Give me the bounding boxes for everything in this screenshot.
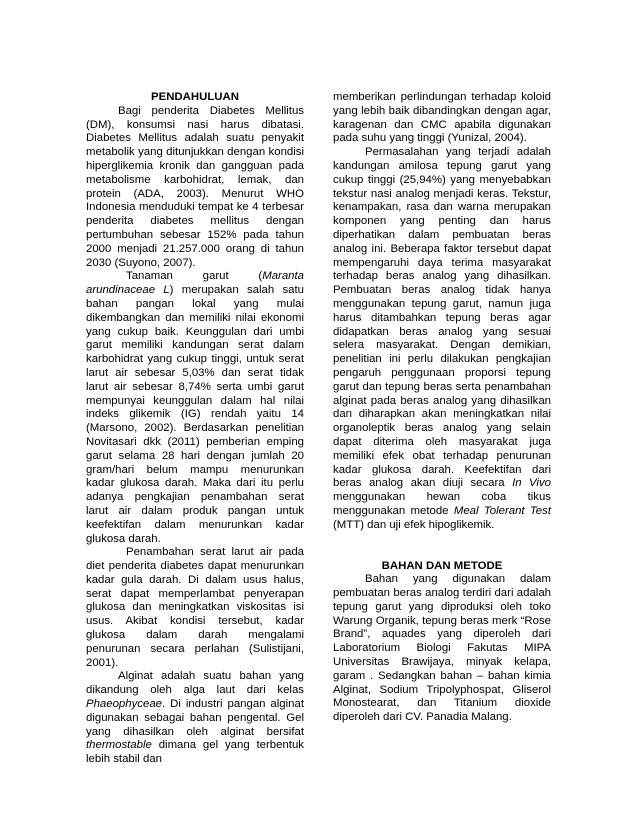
- body-paragraph: [86, 670, 304, 767]
- left-paragraphs: [86, 105, 304, 767]
- body-paragraph: [333, 573, 551, 725]
- body-paragraph: [86, 105, 304, 271]
- text-segment: Bahan yang digunakan dalam pembuatan beras analog terdiri dari adalah tepung garut yang diproduksi oleh toko Warung Organik, tepung beras merk “Rose Brand”, aquades yang diperoleh dari Laboratorium Biologi Fakutas MIPA Universitas Brawijaya, minyak kelapa, garam . Sedangkan bahan – bahan kimia Alginat, Sodium Tripolyphospat, Gliserol Monostearat, dan Titanium dioxide diperoleh dari CV. Panadia Malang.: [333, 573, 551, 724]
- text-segment: menggunakan hewan coba tikus menggunakan metode: [333, 491, 551, 517]
- text-segment: Permasalahan yang terjadi adalah kandungan amilosa tepung garut yang cukup tinggi (25,94%) yang menyebabkan tekstur nasi analog menjadi keras. Tekstur, kenampakan, rasa dan warna merupakan komponen yang penting dan harus diperhatikan dalam pembuatan beras analog ini. Beberapa faktor tersebut dapat mempengaruhi daya terima masyarakat terhadap beras analog yang dihasilkan. Pembuatan beras analog tidak hanya menggunakan tepung garut, namun juga harus ditambahkan tepung beras agar didapatkan beras analog yang sesuai selera masyarakat. Dengan demikian, penelitian ini perlu dilakukan pengkajian pengaruh penggunaan proporsi tepung garut dan tepung beras serta penambahan alginat pada beras analog yang dihasilkan dan diharapkan akan meningkatkan nilai organoleptik beras analog yang selain dapat diterima oleh masyarakat juga memiliki efek obat terhadap penurunan kadar glukosa darah. Keefektifan dari beras analog akan diuji secara: [333, 146, 551, 490]
- section-spacer: [333, 533, 551, 560]
- section-heading-bahan-dan-metode: BAHAN DAN METODE: [381, 559, 503, 572]
- text-segment: Bagi penderita Diabetes Mellitus (DM), konsumsi nasi harus dibatasi. Diabetes Mellitus adalah suatu penyakit metabolik yang ditunjukkan dengan kondisi hiperglikemia kronik dan gangguan pada metabolisme karbohidrat, lemak, dan protein (ADA, 2003). Menurut WHO Indonesia menduduki tempat ke 4 terbesar penderita diabetes mellitus dengan pertumbuhan sebesar 152% pada tahun 2000 menjadi 21.257.000 orang di tahun 2030 (Suyono, 2007).: [86, 104, 304, 269]
- italic-text-segment: Meal Tolerant Test: [453, 504, 551, 517]
- right-paragraphs-bottom: [333, 573, 551, 725]
- text-segment: (MTT) dan uji efek hipoglikemik.: [333, 518, 495, 531]
- text-segment: . Di industri pangan alginat digunakan sebagai bahan pengental. Gel yang dihasilkan oleh alginat bersifat: [86, 698, 304, 738]
- right-column: [333, 91, 551, 725]
- body-paragraph: [86, 546, 304, 670]
- italic-text-segment: Maranta arundinaceae L: [86, 270, 304, 297]
- body-paragraph: [86, 270, 304, 546]
- text-segment: ) merupakan salah satu bahan pangan lokal yang mulai dikembangkan dan memiliki nilai ekonomi yang cukup baik. Keunggulan dari umbi garut memiliki kandungan serat dalam karbohidrat yang cukup tinggi, untuk serat larut air sebesar 5,03% dan serat tidak larut air sebesar 8,74% serta umbi garut mempunyai keunggulan dalam hal nilai indeks glikemik (IG) rendah yaitu 14 (Marsono, 2002). Berdasarkan penelitian Novitasari dkk (2011) pemberian emping garut selama 28 hari dengan jumlah 20 gram/hari belum mampu menurunkan kadar glukosa darah. Maka dari itu perlu adanya pengkajian penambahan serat larut air dalam produk pangan untuk keefektifan dalam menurunkan kadar glukosa darah.: [86, 284, 304, 545]
- text-segment: Penambahan serat larut air pada diet penderita diabetes dapat menurunkan kadar gula darah. Di dalam usus halus, serat dapat memperlambat penyerapan glukosa dan meningkatkan viskositas isi usus. Akibat kondisi tersebut, kadar glukosa dalam darah mengalami penurunan secara perlahan (Sulistijani, 2001).: [86, 546, 304, 669]
- body-paragraph: [333, 91, 551, 146]
- text-segment: memberikan perlindungan terhadap koloid yang lebih baik dibandingkan dengan agar, karagenan dan CMC apabila digunakan pada suhu yang tinggi (Yunizal, 2004).: [333, 91, 551, 145]
- italic-text-segment: In Vivo: [512, 477, 551, 490]
- italic-text-segment: thermostable: [86, 739, 152, 752]
- section-heading-pendahuluan: PENDAHULUAN: [151, 91, 239, 103]
- left-column: [86, 91, 304, 767]
- text-segment: Tanaman garut (: [126, 270, 263, 283]
- text-segment: Alginat adalah suatu bahan yang dikandung oleh alga laut dari kelas: [86, 670, 304, 697]
- text-segment: dimana gel yang terbentuk lebih stabil dan: [86, 739, 304, 766]
- italic-text-segment: Phaeophyceae: [86, 698, 163, 711]
- body-paragraph: [333, 146, 551, 532]
- right-paragraphs-top: [333, 91, 551, 533]
